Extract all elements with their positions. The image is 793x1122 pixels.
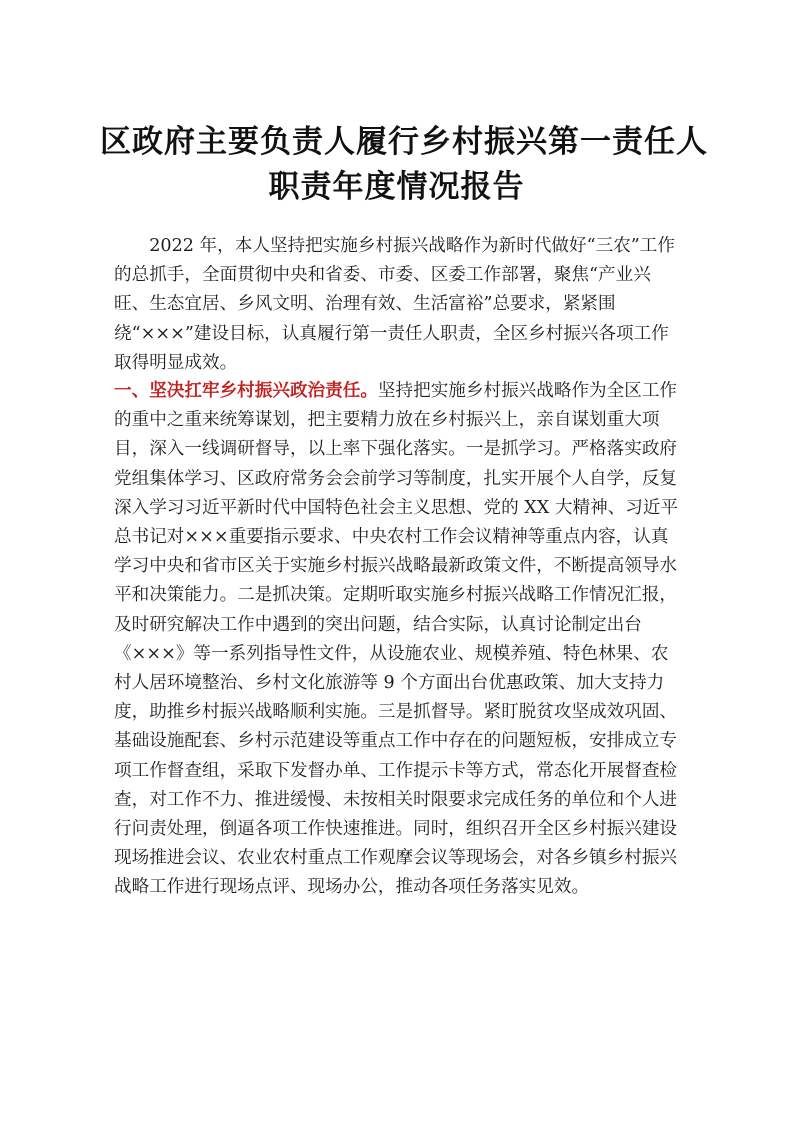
intro-paragraph: 2022 年，本人坚持把实施乡村振兴战略作为新时代做好“三农”工作的总抓手，全面贯彻中央和省委、市委、区委工作部署，聚焦“产业兴旺、生态宜居、乡风文明、治理有效、生活富裕”总要求，紧紧围绕“×××”建设目标，认真履行第一责任人职责，全区乡村振兴各项工作取得明显成效。: [114, 236, 675, 373]
document-title-line-1: 区政府主要负责人履行乡村振兴第一责任人: [100, 124, 708, 160]
document-title-line-2: 职责年度情况报告: [268, 169, 525, 205]
section-1-paragraph: [114, 377, 684, 903]
section-1-heading: 一、坚决扛牢乡村振兴政治责任。: [114, 381, 378, 401]
section-1-text: 坚持把实施乡村振兴战略作为全区工作的重中之重来统筹谋划，把主要精力放在乡村振兴上，亲自谋划重大项目，深入一线调研督导，以上率下强化落实。一是抓学习。严格落实政府党组集体学习、区政府常务会会前学习等制度，扎实开展个人自学，反复深入学习习近平新时代中国特色社会主义思想、党的 XX 大精神、习近平总书记对×××重要指示要求、中央农村工作会议精神等重点内容，认真学习中央和省市区关于实施乡村振兴战略最新政策文件，不断提高领导水平和决策能力。二是抓决策。定期听取实施乡村振兴战略工作情况汇报，及时研究解决工作中遇到的突出问题，结合实际，认真讨论制定出台《×××》等一系列指导性文件，从设施农业、规模养殖、特色林果、农村人居环境整治、乡村文化旅游等 9 个方面出台优惠政策、加大支持力度，助推乡村振兴战略顺利实施。三是抓督导。紧盯脱贫攻坚成效巩固、基础设施配套、乡村示范建设等重点工作中存在的问题短板，安排成立专项工作督查组，采取下发督办单、工作提示卡等方式，常态化开展督查检查，对工作不力、推进缓慢、未按相关时限要求完成任务的单位和个人进行问责处理，倒逼各项工作快速推进。同时，组织召开全区乡村振兴建设现场推进会议、农业农村重点工作观摩会议等现场会，对各乡镇乡村振兴战略工作进行现场点评、现场办公，推动各项任务落实见效。: [114, 381, 679, 898]
